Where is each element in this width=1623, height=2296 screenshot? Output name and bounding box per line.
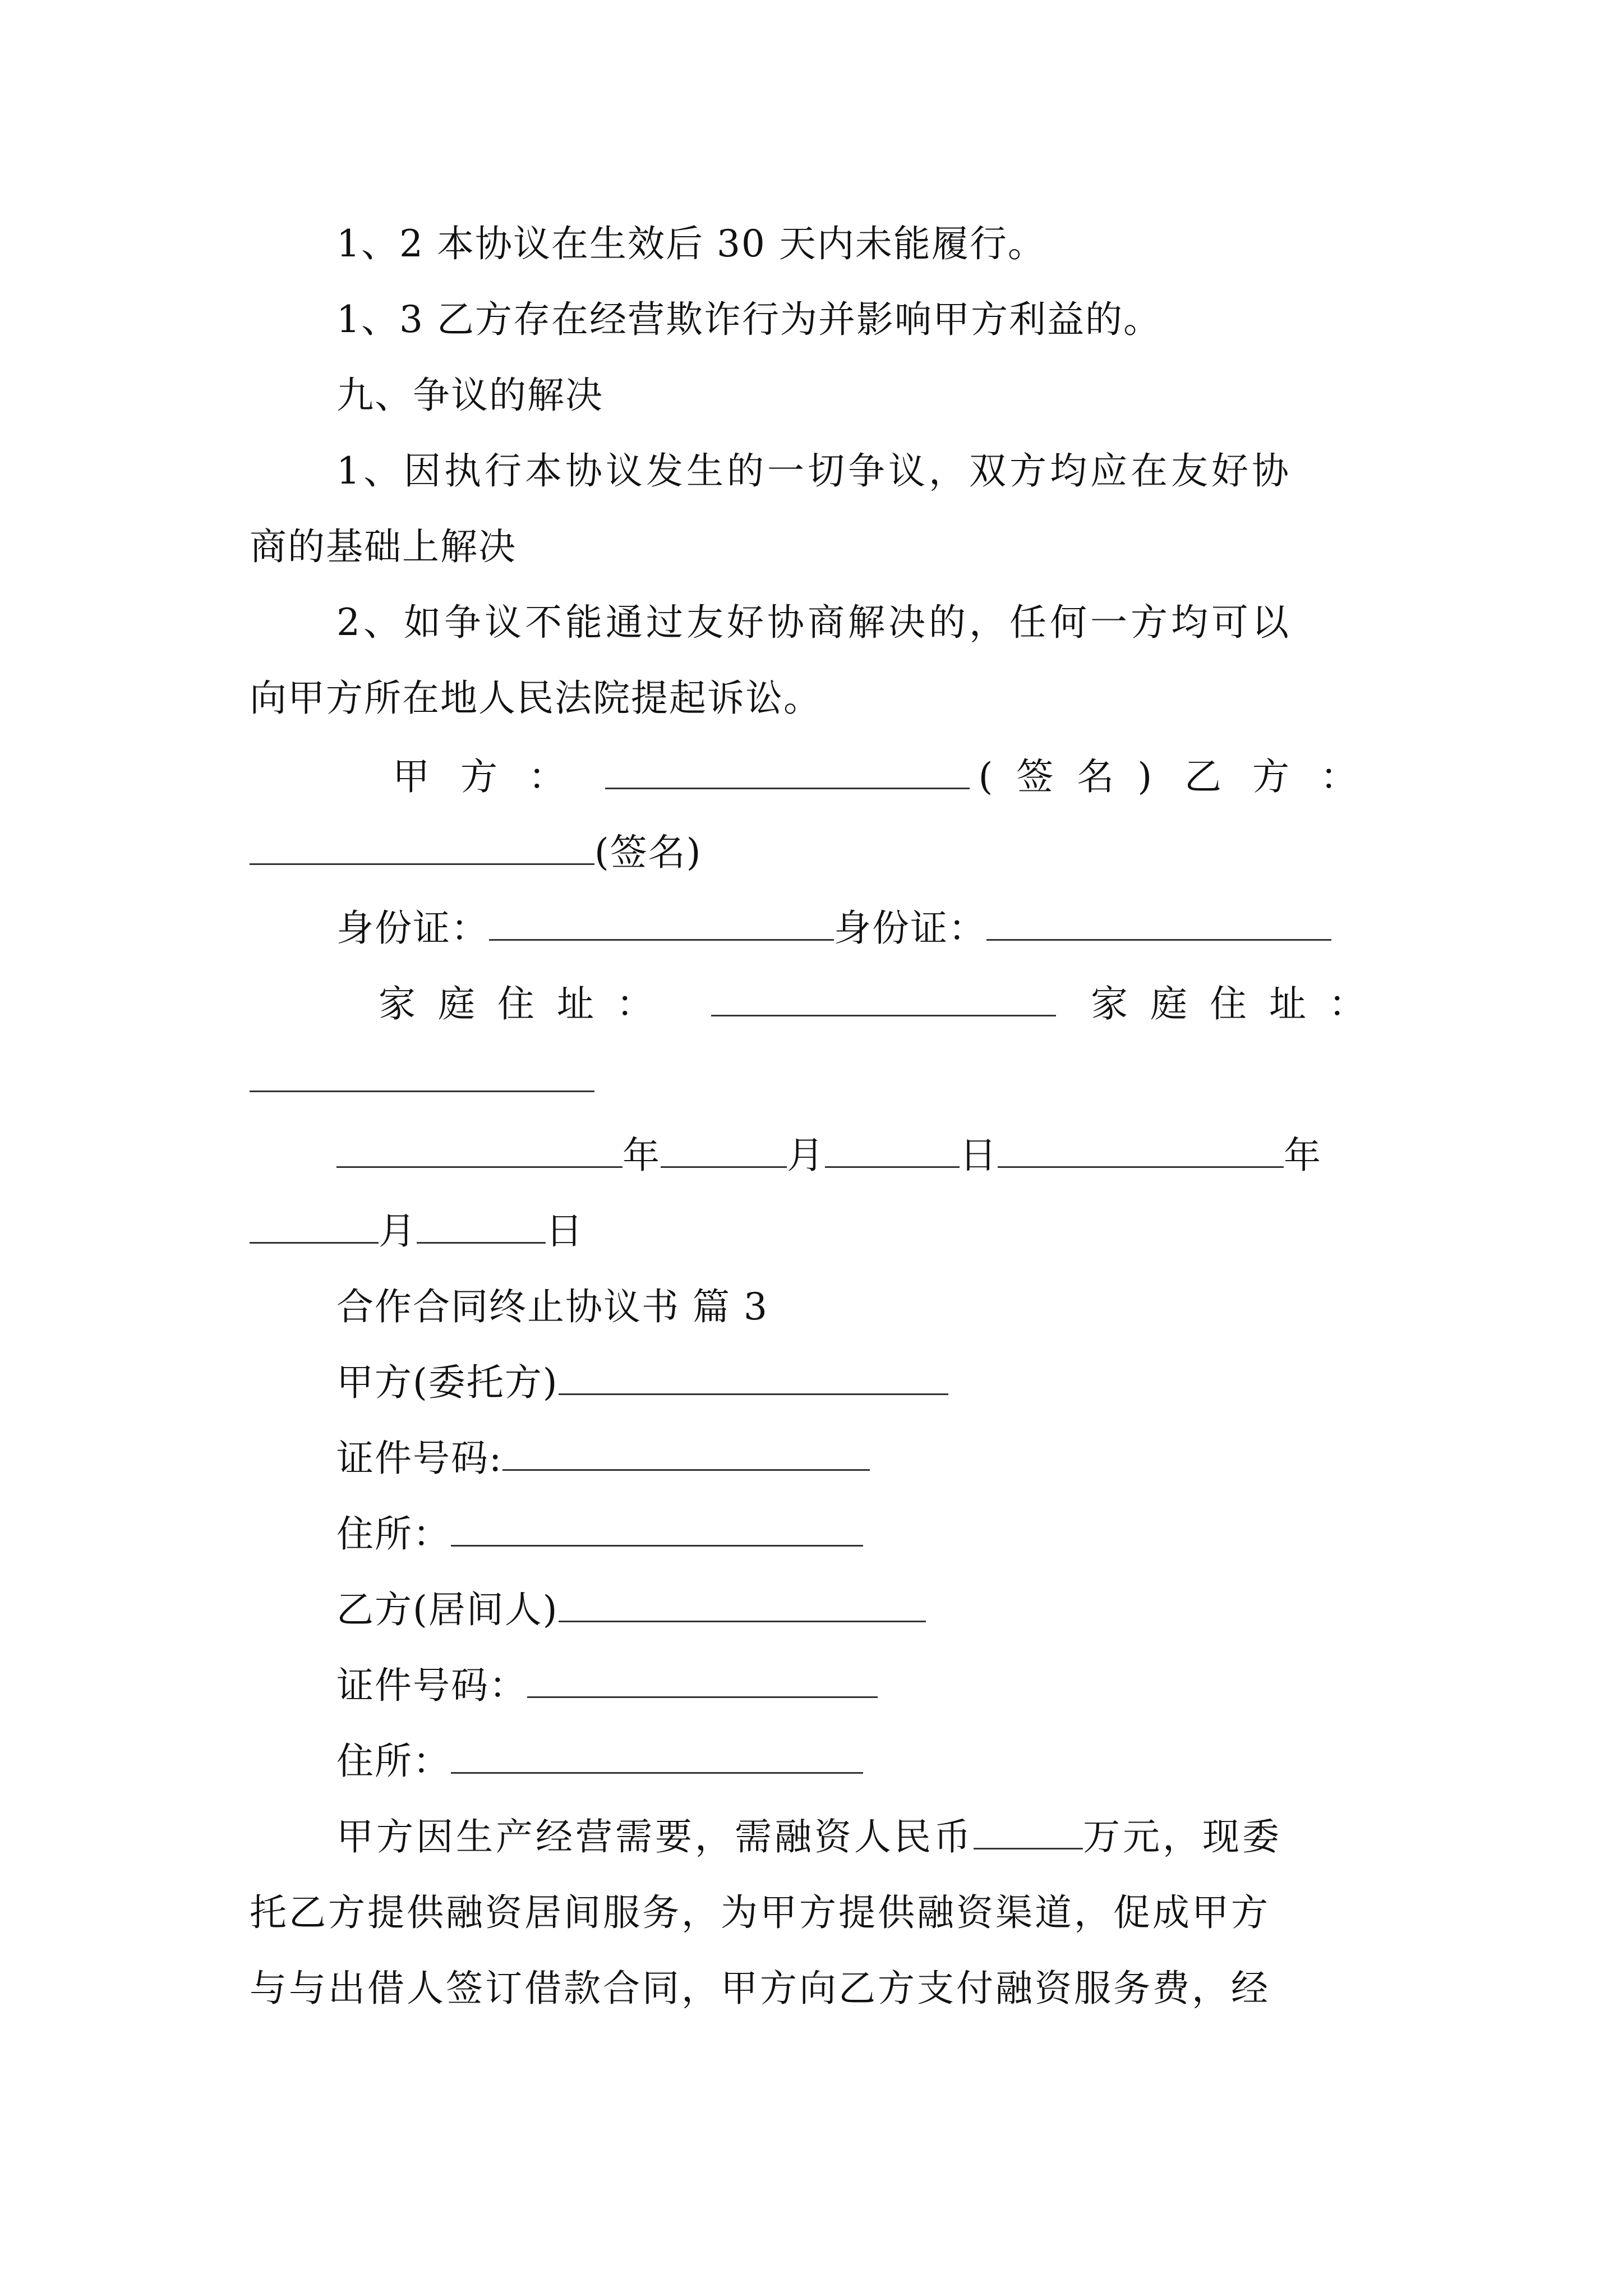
id-a-label: 身份证：: [336, 907, 489, 950]
date-a-month-line: [661, 1130, 787, 1168]
section-3-title: 合作合同终止协议书 篇 3: [336, 1285, 768, 1328]
s3-id-a-line: [502, 1433, 870, 1471]
s3-party-b-label: 乙方(居间人): [336, 1588, 559, 1631]
id-b-line: [986, 903, 1331, 941]
addr-b-line: [250, 1055, 594, 1092]
addr-a-line: [711, 979, 1056, 1016]
s3-party-b-line: [559, 1585, 926, 1622]
dispute-clause-1-line2: 商的基础上解决: [250, 525, 517, 568]
s3-party-a-row: [336, 1358, 1388, 1408]
date-b-month-label: 月: [379, 1209, 417, 1253]
date-b-year-line: [998, 1130, 1284, 1168]
date-row-1: [336, 1130, 1388, 1181]
signature-row-2: [250, 827, 1388, 878]
s3-addr-a-label: 住所：: [336, 1512, 451, 1556]
s3-addr-a-line: [451, 1509, 863, 1547]
date-a-year-line: [336, 1130, 623, 1168]
s3-para-line1-part2: 万元，现委: [1083, 1815, 1282, 1858]
dispute-clause-2-line2: 向甲方所在地人民法院提起诉讼。: [250, 677, 822, 720]
date-b-day-line: [417, 1206, 546, 1244]
id-a-line: [489, 903, 834, 941]
s3-para-line1-part1: 甲方因生产经营需要，需融资人民币: [336, 1815, 974, 1858]
s3-id-a-row: [336, 1433, 1388, 1484]
address-row: [379, 979, 1388, 1029]
s3-addr-b-label: 住所：: [336, 1740, 451, 1783]
party-a-signature-line: [605, 752, 970, 789]
section-9-heading: 九、争议的解决: [336, 374, 603, 417]
s3-party-a-label: 甲方(委托方): [336, 1361, 559, 1404]
dispute-clause-2-line1: 2、如争议不能通过友好协商解决的，任何一方均可以: [336, 601, 1292, 644]
s3-id-b-row: [336, 1660, 1388, 1711]
addr-b-label: 家庭住址：: [1091, 982, 1388, 1025]
signature-row-1: [393, 752, 1388, 802]
date-b-day-label: 日: [546, 1209, 584, 1253]
date-b-month-line: [250, 1206, 379, 1244]
sign-label-2: (签名): [594, 831, 702, 874]
s3-addr-b-line: [451, 1736, 863, 1774]
id-b-label: 身份证：: [834, 907, 986, 950]
s3-para-line2: 托乙方提供融资居间服务，为甲方提供融资渠道，促成甲方: [250, 1891, 1270, 1934]
id-row: [336, 903, 1388, 954]
s3-para-line3: 与与出借人签订借款合同，甲方向乙方支付融资服务费，经: [250, 1967, 1270, 2010]
address-row-2: [250, 1055, 1388, 1105]
date-row-2: [250, 1206, 1388, 1257]
party-b-label: 乙方：: [1184, 755, 1388, 798]
clause-1-3: 1、3 乙方存在经营欺诈行为并影响甲方利益的。: [336, 298, 1161, 341]
s3-party-a-line: [559, 1358, 948, 1395]
s3-addr-b-row: [336, 1736, 1388, 1787]
party-b-signature-line: [250, 827, 594, 865]
s3-amount-line: [974, 1812, 1083, 1849]
date-a-day-label: 日: [960, 1134, 998, 1177]
s3-addr-a-row: [336, 1509, 1388, 1559]
s3-party-b-row: [336, 1585, 1388, 1635]
party-a-label: 甲方：: [393, 755, 596, 798]
clause-1-2: 1、2 本协议在生效后 30 天内未能履行。: [336, 222, 1046, 265]
dispute-clause-1-line1: 1、因执行本协议发生的一切争议，双方均应在友好协: [336, 449, 1292, 493]
s3-id-b-label: 证件号码：: [336, 1664, 527, 1707]
s3-id-b-line: [527, 1660, 878, 1698]
date-a-month-label: 月: [787, 1134, 825, 1177]
addr-a-label: 家庭住址：: [379, 982, 676, 1025]
sign-label-1: (签名): [978, 755, 1176, 798]
date-a-year-label: 年: [623, 1134, 661, 1177]
s3-id-a-label: 证件号码:: [336, 1437, 503, 1480]
date-a-day-line: [825, 1130, 960, 1168]
date-b-year-label: 年: [1284, 1134, 1322, 1177]
s3-para-line1: [336, 1812, 1388, 1862]
